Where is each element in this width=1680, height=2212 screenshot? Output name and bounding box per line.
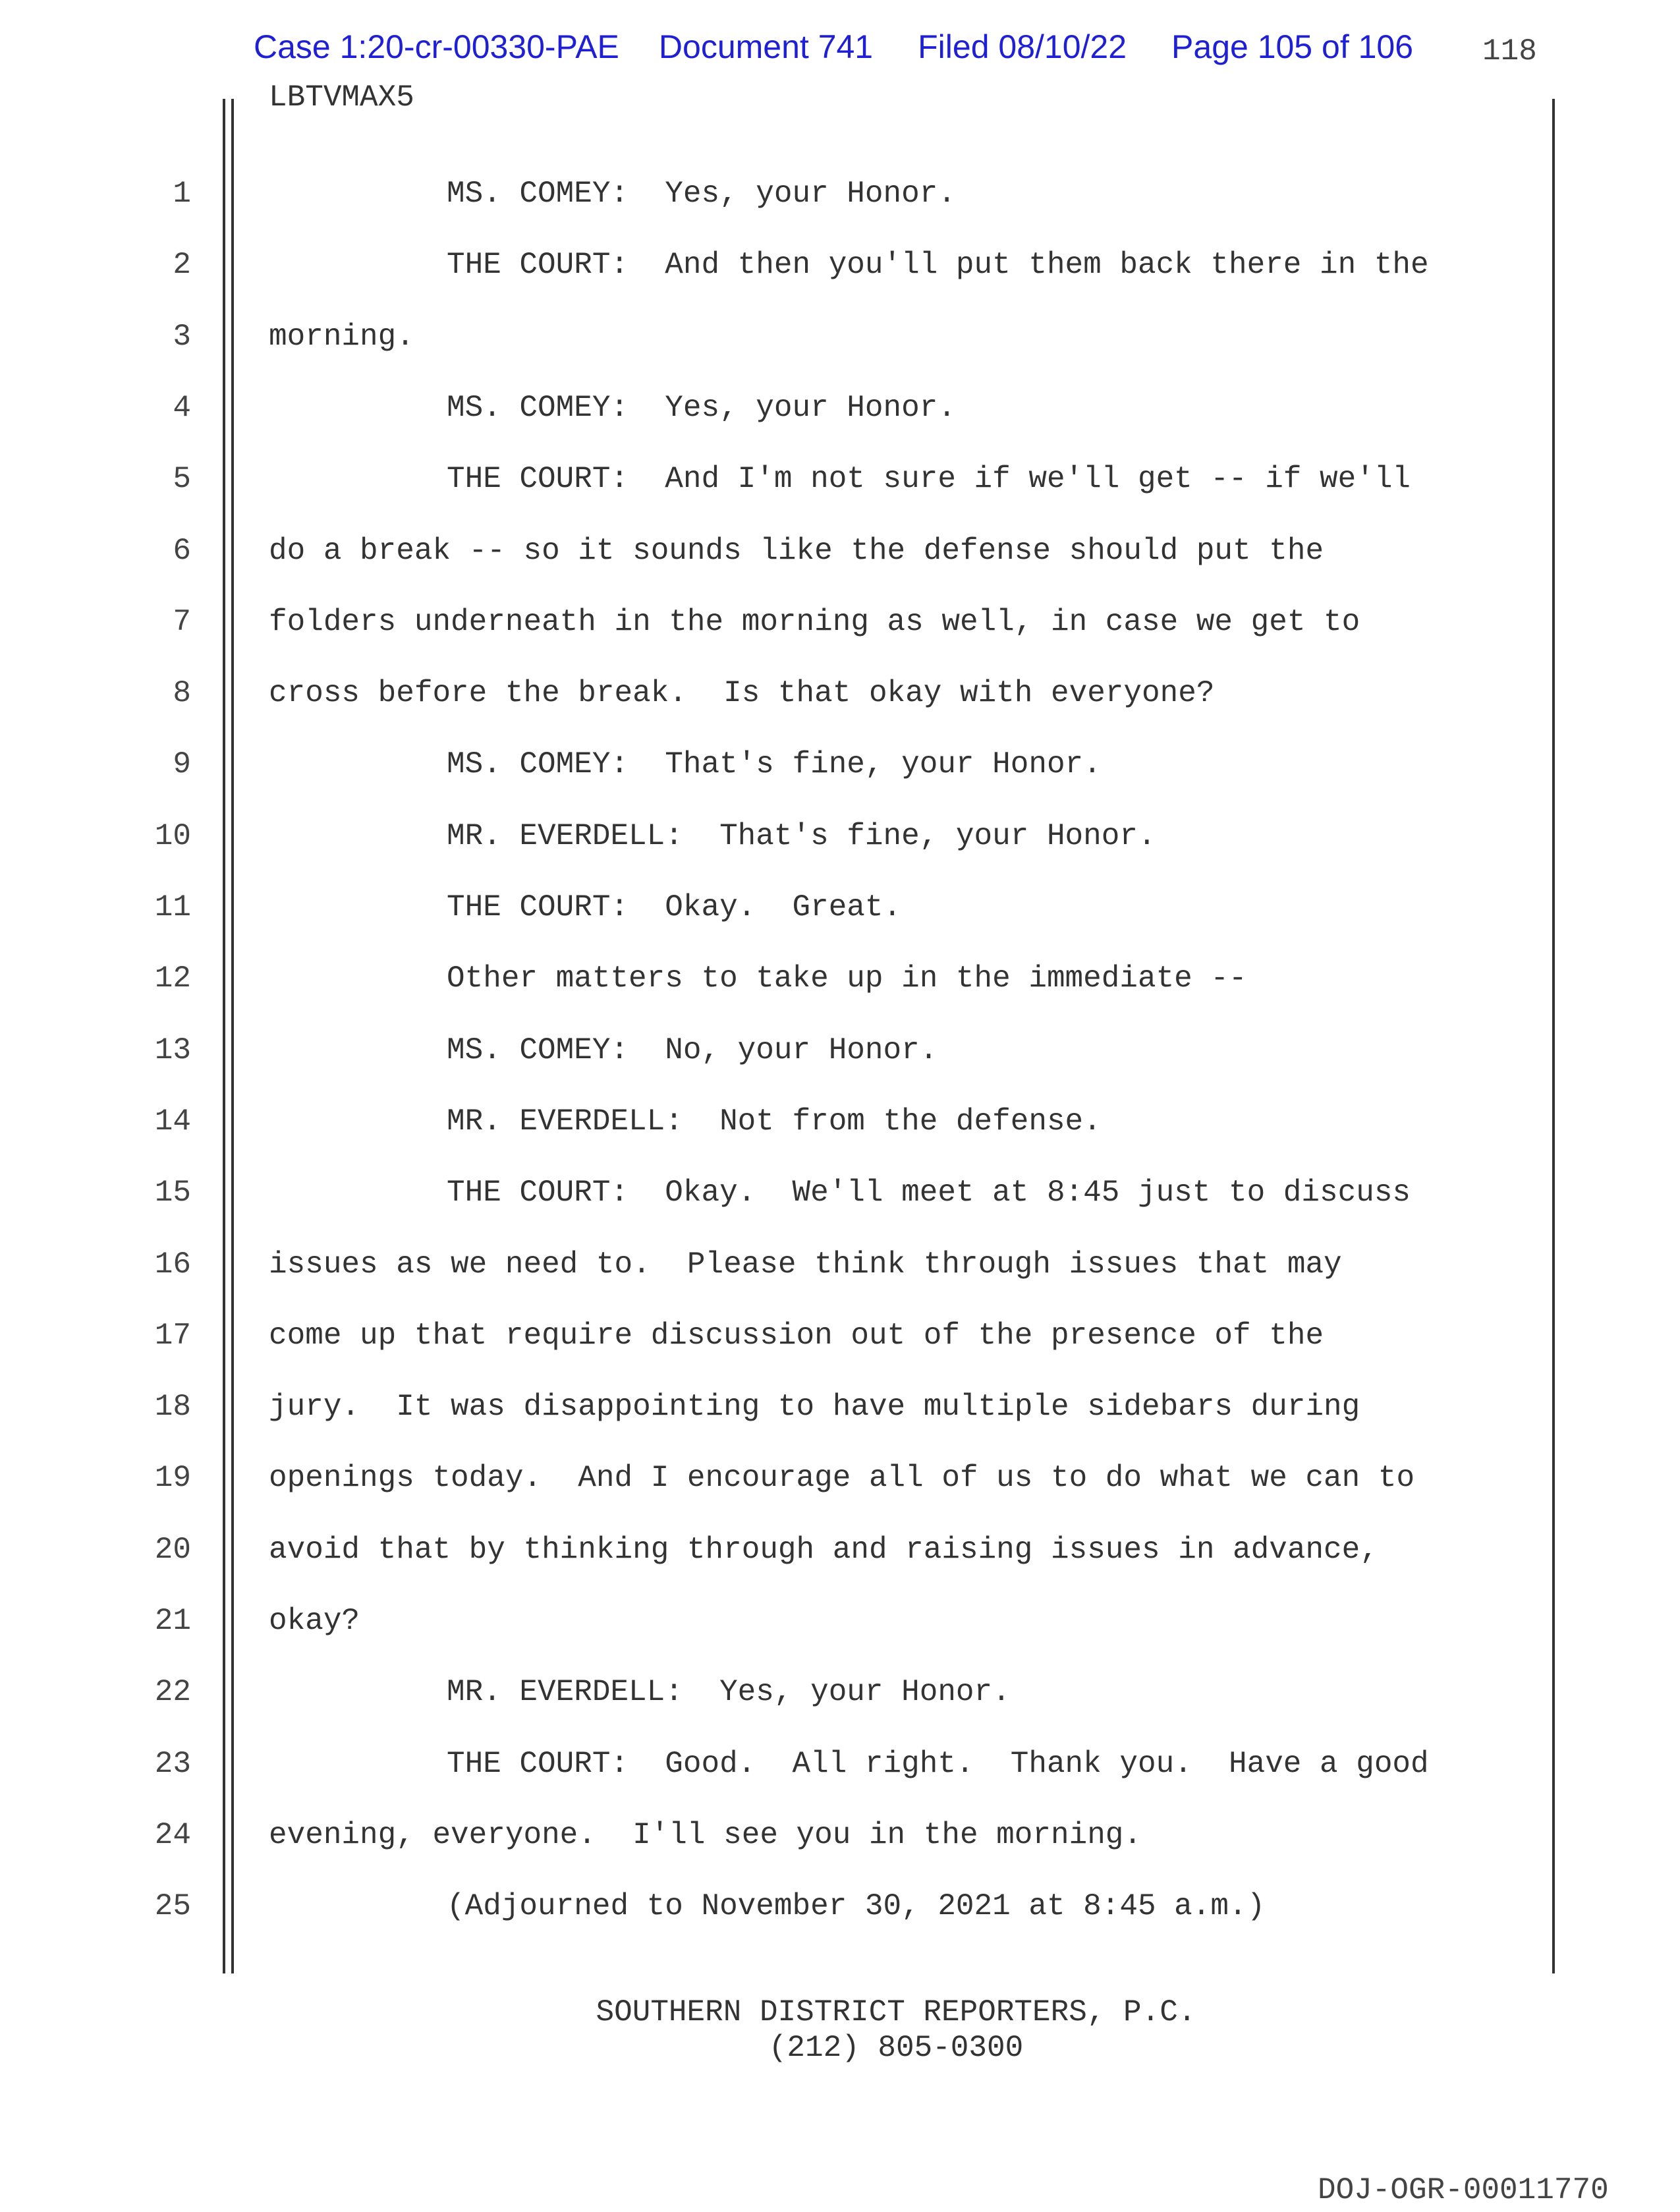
transcript-line: MS. COMEY: Yes, your Honor. [447,177,956,211]
case-number: Case 1:20-cr-00330-PAE [254,28,619,65]
line-number: 12 [154,961,191,996]
line-number: 18 [154,1390,191,1424]
reporter-name: SOUTHERN DISTRICT REPORTERS, P.C. [596,1995,1196,2029]
transcript-line: okay? [269,1604,360,1638]
line-number: 21 [154,1604,191,1638]
line-number: 1 [173,177,191,211]
line-number: 11 [154,890,191,924]
line-number: 14 [154,1104,191,1139]
document-number: Document 741 [658,28,874,65]
transcript-line: MR. EVERDELL: That's fine, your Honor. [447,819,1156,853]
line-number: 10 [154,819,191,853]
right-margin-rule [1552,99,1555,1973]
transcript-line: THE COURT: And I'm not sure if we'll get -- if we'll [447,462,1411,496]
transcript-line: openings today. And I encourage all of us to do what we can to [269,1461,1415,1495]
transcript-job-code: LBTVMAX5 [269,80,414,115]
transcript-page-number: 118 [1482,34,1537,69]
page-of-pages: Page 105 of 106 [1171,28,1414,65]
filed-date: Filed 08/10/22 [918,28,1127,65]
case-header [254,28,1413,66]
line-number: 24 [154,1818,191,1852]
line-number: 19 [154,1461,191,1495]
line-number: 9 [173,747,191,781]
reporter-phone: (212) 805-0300 [768,2031,1024,2065]
bates-number: DOJ-OGR-00011770 [1318,2173,1609,2207]
transcript-line: MS. COMEY: That's fine, your Honor. [447,747,1102,781]
line-number: 23 [154,1747,191,1781]
transcript-line: MR. EVERDELL: Not from the defense. [447,1104,1102,1139]
transcript-line: issues as we need to. Please think through issues that may [269,1247,1342,1282]
transcript-line: avoid that by thinking through and raising issues in advance, [269,1533,1378,1567]
transcript-line: cross before the break. Is that okay with everyone? [269,676,1215,710]
line-number: 22 [154,1675,191,1709]
left-margin-rule-outer [223,99,225,1973]
line-number: 20 [154,1533,191,1567]
transcript-line: folders underneath in the morning as well, in case we get to [269,605,1360,639]
line-number: 25 [154,1889,191,1923]
transcript-line: jury. It was disappointing to have multiple sidebars during [269,1390,1360,1424]
transcript-line: MS. COMEY: Yes, your Honor. [447,391,956,425]
line-number: 3 [173,320,191,354]
line-number: 4 [173,391,191,425]
line-number: 16 [154,1247,191,1282]
line-number: 13 [154,1033,191,1067]
line-number: 8 [173,676,191,710]
line-number: 6 [173,534,191,568]
transcript-line: morning. [269,320,414,354]
transcript-line: THE COURT: Okay. Great. [447,890,902,924]
left-margin-rule-inner [231,99,234,1973]
transcript-line: THE COURT: And then you'll put them back there in the [447,248,1429,282]
transcript-line: do a break -- so it sounds like the defense should put the [269,534,1324,568]
line-number: 17 [154,1319,191,1353]
line-number: 5 [173,462,191,496]
line-number: 7 [173,605,191,639]
transcript-line: MR. EVERDELL: Yes, your Honor. [447,1675,1011,1709]
line-number: 2 [173,248,191,282]
transcript-line: MS. COMEY: No, your Honor. [447,1033,938,1067]
transcript-line: come up that require discussion out of the presence of the [269,1319,1324,1353]
transcript-line: (Adjourned to November 30, 2021 at 8:45 a.m.) [447,1889,1266,1923]
transcript-line: evening, everyone. I'll see you in the morning. [269,1818,1142,1852]
transcript-line: THE COURT: Okay. We'll meet at 8:45 just to discuss [447,1176,1411,1210]
transcript-line: THE COURT: Good. All right. Thank you. Have a good [447,1747,1429,1781]
transcript-line: Other matters to take up in the immediate -- [447,961,1247,996]
line-number: 15 [154,1176,191,1210]
